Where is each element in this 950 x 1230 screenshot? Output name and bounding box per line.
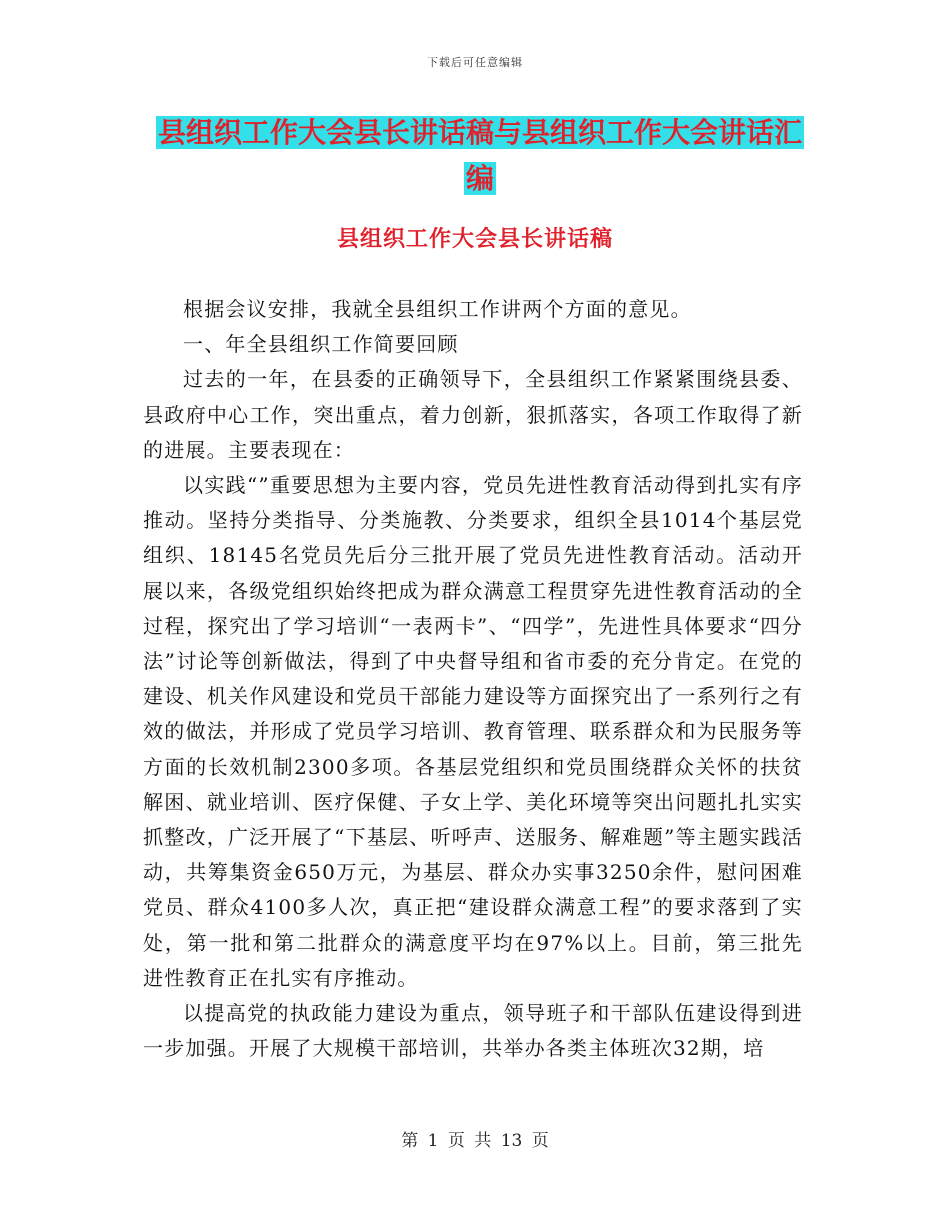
- paragraph: 过去的一年，在县委的正确领导下，全县组织工作紧紧围绕县委、县政府中心工作，突出重点，着力创新，狠抓落实，各项工作取得了新的进展。主要表现在：: [143, 367, 803, 462]
- section-title: 县组织工作大会县长讲话稿: [336, 226, 613, 252]
- page-number-footer: 第 1 页 共 13 页: [401, 1131, 549, 1151]
- paragraph-heading: 一、年全县组织工作简要回顾: [183, 332, 459, 357]
- paragraph: 以提高党的执政能力建设为重点，领导班子和干部队伍建设得到进一步加强。开展了大规模干部培训，共举办各类主体班次32期，培: [143, 1001, 803, 1061]
- body-text: [143, 292, 803, 1066]
- paragraph: 根据会议安排，我就全县组织工作讲两个方面的意见。: [183, 297, 692, 321]
- document-title: [150, 110, 810, 202]
- document-title-line2: 编: [465, 162, 494, 195]
- document-title-line1: 县组织工作大会县长讲话稿与县组织工作大会讲话汇: [157, 116, 802, 149]
- header-note: 下载后可任意编辑: [427, 56, 523, 69]
- paragraph: 以实践“”重要思想为主要内容，党员先进性教育活动得到扎实有序推动。坚持分类指导、分类施教、分类要求，组织全县1014个基层党组织、18145名党员先后分三批开展了党员先进性教育活动。活动开展以来，各级党组织始终把成为群众满意工程贯穿先进性教育活动的全过程，探究出了学习培训“一表两卡”、“四学”，先进性具体要求“四分法”讨论等创新做法，得到了中央督导组和省市委的充分肯定。在党的建设、机关作风建设和党员干部能力建设等方面探究出了一系列行之有效的做法，并形成了党员学习培训、教育管理、联系群众和为民服务等方面的长效机制2300多项。各基层党组织和党员围绕群众关怀的扶贫解困、就业培训、医疗保健、子女上学、美化环境等突出问题扎扎实实抓整改，广泛开展了“下基层、听呼声、送服务、解难题”等主题实践活动，共筹集资金650万元，为基层、群众办实事3250余件，慰问困难党员、群众4100多人次，真正把“建设群众满意工程”的要求落到了实处，第一批和第二批群众的满意度平均在97%以上。目前，第三批先进性教育正在扎实有序推动。: [143, 473, 803, 990]
